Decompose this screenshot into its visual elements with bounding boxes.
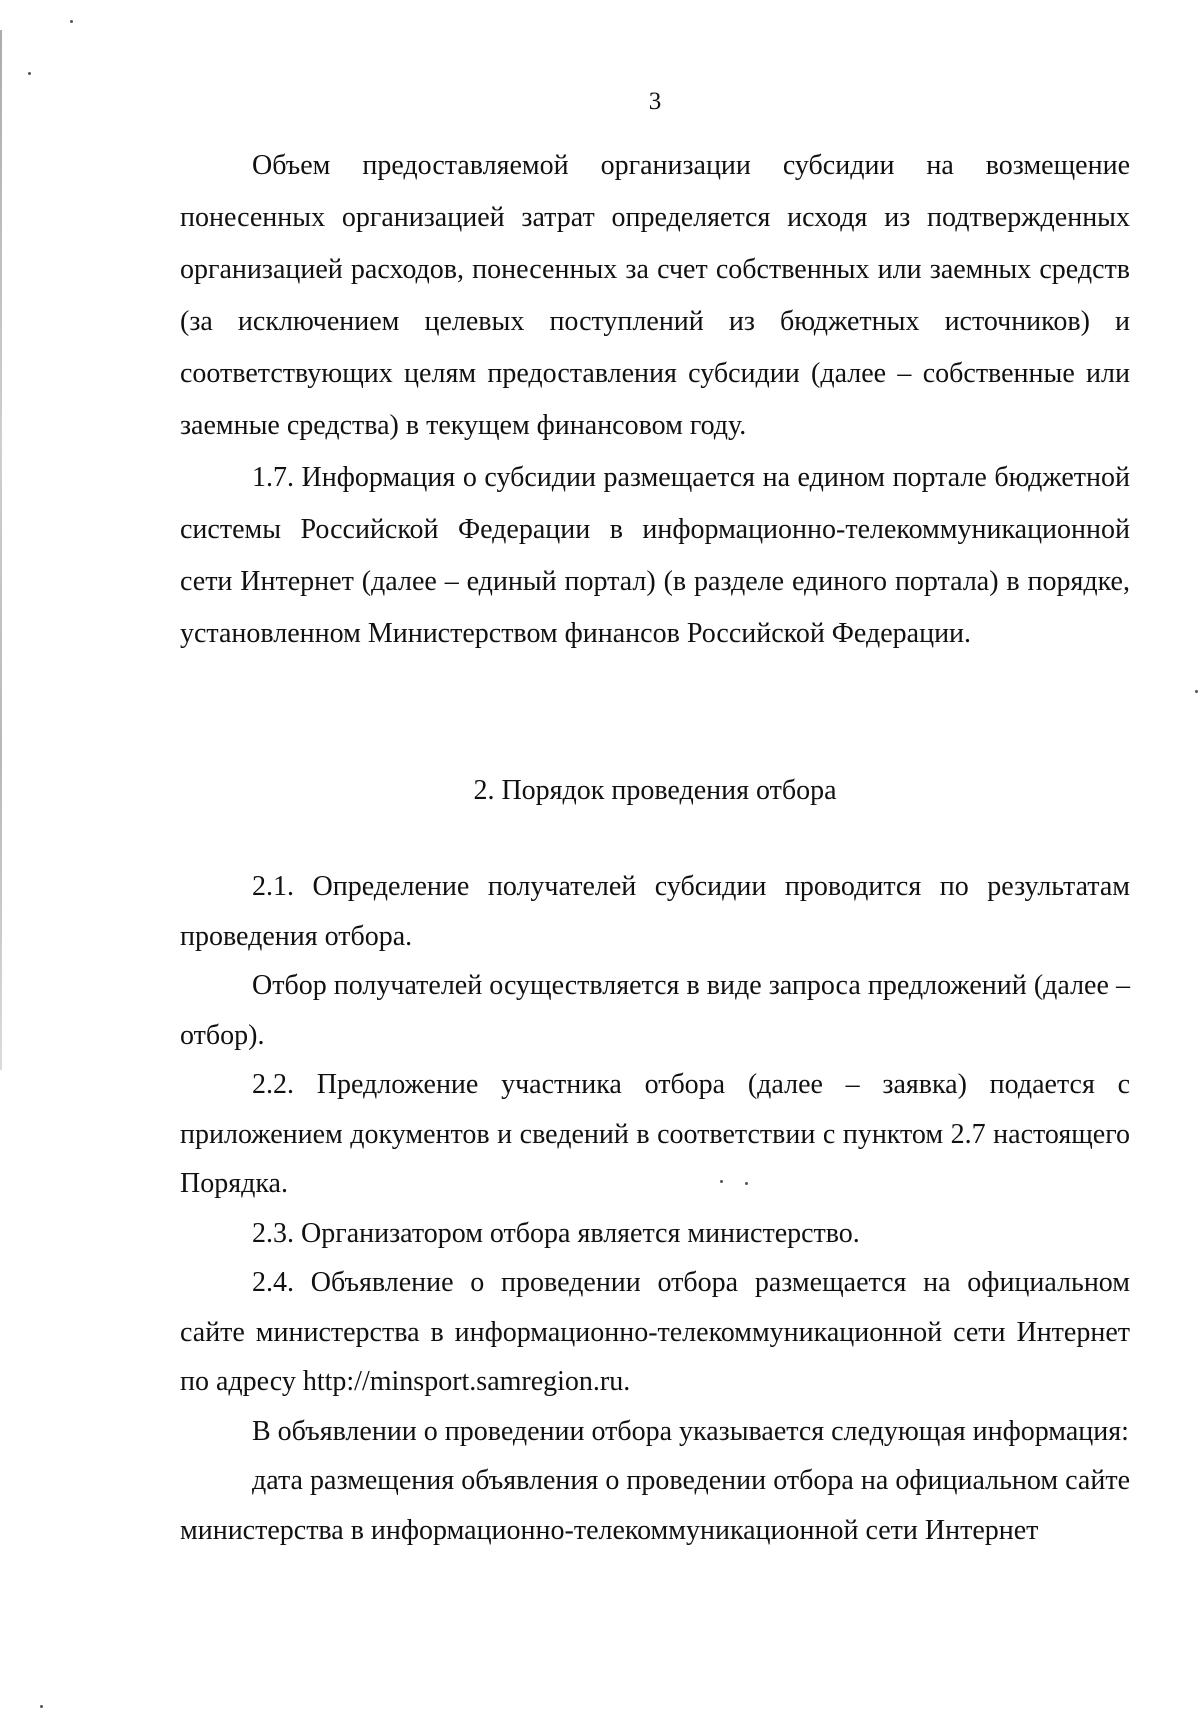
scan-speck bbox=[40, 1705, 43, 1708]
text-block-2 bbox=[180, 862, 1130, 1555]
scan-speck bbox=[28, 72, 31, 75]
paragraph-2-2: 2.2. Предложение участника отбора (далее – заявка) подается с приложением документов и сведений в соответствии с пунктом 2.7 настоящего Порядка. bbox=[180, 1069, 1130, 1199]
paragraph-2-1: 2.1. Определение получателей субсидии проводится по результатам проведения отбора. bbox=[180, 871, 1130, 952]
paragraph-2-4: 2.4. Объявление о проведении отбора размещается на официальном сайте министерства в информационно-телекоммуникационной сети Интернет по адресу http://minsport.samregion.ru. bbox=[180, 1267, 1130, 1397]
page-number: 3 bbox=[648, 88, 662, 115]
scan-edge bbox=[0, 30, 2, 1070]
scan-speck bbox=[720, 1180, 723, 1183]
scan-speck bbox=[70, 20, 73, 23]
paragraph-announcement-info: В объявлении о проведении отбора указывается следующая информация: bbox=[252, 1415, 1129, 1447]
paragraph-1-7: 1.7. Информация о субсидии размещается на едином портале бюджетной системы Российской Федерации в информационно-телекоммуникационной сети Интернет (далее – единый портал) (в разделе единого портала) в порядке, установленном Министерством финансов Российской Федерации. bbox=[180, 462, 1130, 649]
scan-speck bbox=[745, 1182, 748, 1185]
section-heading: 2. Порядок проведения отбора bbox=[473, 775, 837, 806]
text-block-1 bbox=[180, 140, 1130, 660]
paragraph-announcement-date: дата размещения объявления о проведении отбора на официальном сайте министерства в информационно-телекоммуникационной сети Интернет bbox=[180, 1465, 1130, 1546]
paragraph-selection-form: Отбор получателей осуществляется в виде запроса предложений (далее – отбор). bbox=[180, 970, 1130, 1051]
scan-speck bbox=[1195, 690, 1198, 693]
paragraph-2-3: 2.3. Организатором отбора является министерство. bbox=[252, 1217, 860, 1249]
paragraph-subsidy-volume: Объем предоставляемой организации субсидии на возмещение понесенных организацией затрат определяется исходя из подтвержденных организацией расходов, понесенных за счет собственных или заемных средств (за исключением целевых поступлений из бюджетных источников) и соответствующих целям предоставления субсидии (далее – собственные или заемные средства) в текущем финансовом году. bbox=[180, 150, 1130, 441]
